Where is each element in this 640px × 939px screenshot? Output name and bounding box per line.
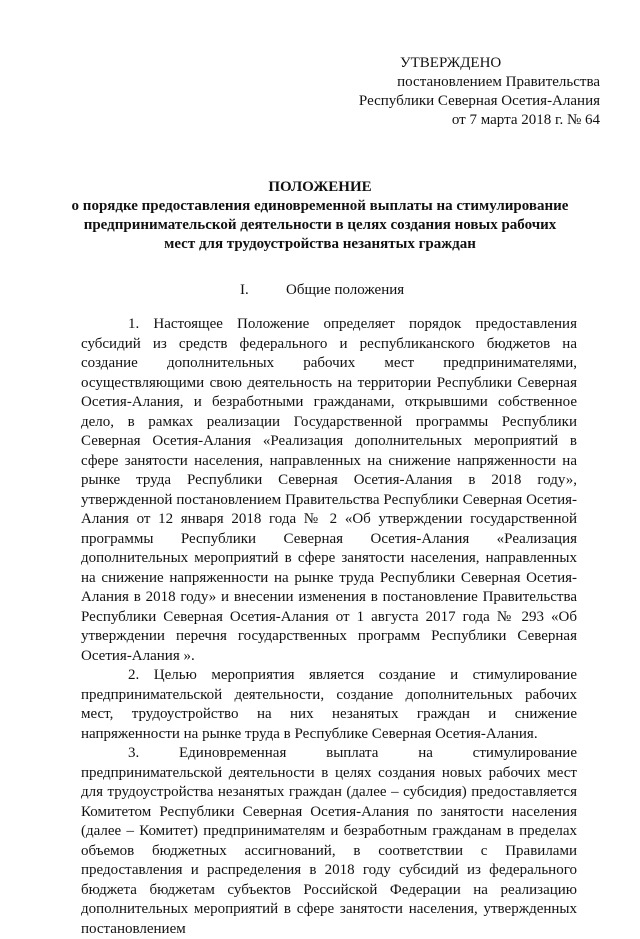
title-line: предпринимательской деятельности в целях создания новых рабочих bbox=[83, 217, 557, 233]
approval-line: постановлением Правительства bbox=[397, 74, 600, 90]
section-number: I. bbox=[240, 282, 249, 298]
title-line: о порядке предоставления единовременной выплаты на стимулирование bbox=[71, 198, 569, 214]
paragraph: 3. Единовременная выплата на стимулирование предпринимательской деятельности в целях создания новых рабочих мест для трудоустройства незанятых граждан (далее – субсидия) предоставляется Комитетом Республики Северная Осетия-Алания по занятости населения (далее – Комитет) предпринимателям и безработным гражданам в пределах объемов бюджетных ассигнований, в соответствии с Правилами предоставления и распределения в 2018 году субсидий из федерального бюджета бюджетам субъектов Российской Федерации на реализацию дополнительных мероприятий в сфере занятости населения, утвержденных постановлением bbox=[81, 745, 577, 937]
document-body bbox=[81, 315, 577, 939]
title-line: мест для трудоустройства незанятых граждан bbox=[164, 236, 476, 252]
approval-date: от 7 марта 2018 г. № 64 bbox=[451, 112, 600, 128]
approval-stamp bbox=[300, 54, 600, 130]
title-heading: ПОЛОЖЕНИЕ bbox=[268, 179, 372, 195]
paragraph: 1. Настоящее Положение определяет порядок предоставления субсидий из средств федерального и республиканского бюджетов на создание дополнительных рабочих мест предпринимателями, осуществляющими свою деятельность на территории Республики Северная Осетия-Алания, и безработными гражданами, открывшими собственное дело, в рамках реализации Государственной программы Республики Северная Осетия-Алания «Реализация дополнительных мероприятий в сфере занятости населения, направленных на снижение напряженности на рынке труда Республики Северная Осетия-Алания в 2018 году», утвержденной постановлением Правительства Республики Северная Осетия-Алания от 12 января 2018 года № 2 «Об утверждении государственной программы Республики Северная Осетия-Алания «Реализация дополнительных мероприятий в сфере занятости населения, направленных на снижение напряженности на рынке труда Республики Северная Осетия-Алания в 2018 году» и внесении изменения в постановление Правительства Республики Северная Осетия-Алания от 1 августа 2017 года № 293 «Об утверждении перечня государственных программ Республики Северная Осетия-Алания ». bbox=[81, 316, 577, 664]
paragraph: 2. Целью мероприятия является создание и стимулирование предпринимательской деятельности, создание дополнительных рабочих мест, трудоустройство на них незанятых граждан и снижение напряженности на рынке труда в Республике Северная Осетия-Алания. bbox=[81, 667, 577, 742]
document-title bbox=[60, 178, 580, 254]
approval-line: Республики Северная Осетия-Алания bbox=[358, 93, 600, 109]
approval-heading: УТВЕРЖДЕНО bbox=[400, 55, 502, 71]
section-title: Общие положения bbox=[286, 282, 405, 298]
